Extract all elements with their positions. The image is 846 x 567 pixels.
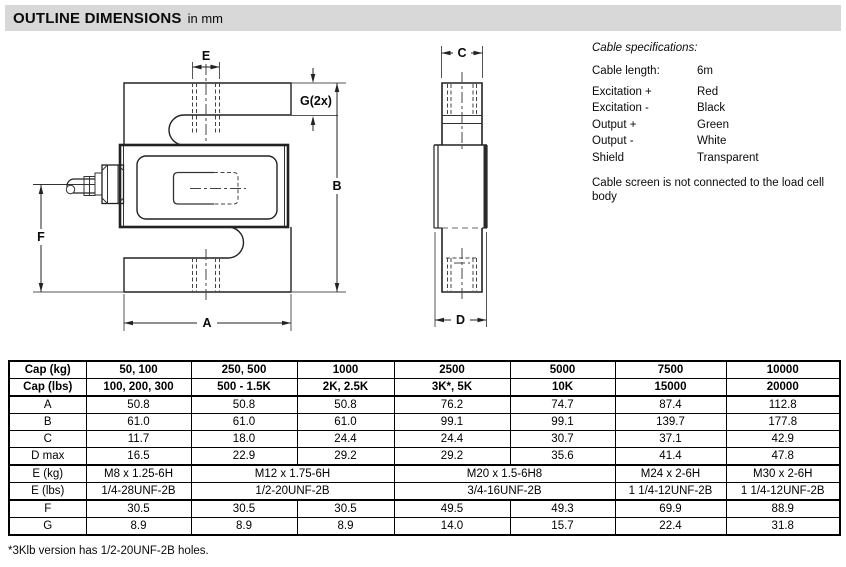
side-view-drawing bbox=[434, 46, 487, 328]
dimension-cell: 5000 bbox=[510, 361, 615, 379]
dimension-cell: 8.9 bbox=[297, 518, 394, 536]
wire-color-row bbox=[592, 150, 844, 167]
dimension-cell: 29.2 bbox=[297, 448, 394, 466]
dimension-cell: 10K bbox=[510, 379, 615, 397]
dimension-cell: 76.2 bbox=[394, 396, 510, 414]
row-label: A bbox=[9, 396, 86, 414]
wire-color-value: Red bbox=[697, 85, 719, 98]
dimension-cell: 1/2-20UNF-2B bbox=[191, 483, 394, 501]
dimension-cell: 50.8 bbox=[297, 396, 394, 414]
dimension-cell: 500 - 1.5K bbox=[191, 379, 297, 397]
wire-color-row bbox=[592, 133, 844, 150]
table-row bbox=[9, 414, 840, 431]
row-label: E (lbs) bbox=[9, 483, 86, 501]
row-label: G bbox=[9, 518, 86, 536]
wire-label: Excitation - bbox=[592, 102, 649, 114]
wire-color-value: Transparent bbox=[697, 151, 759, 164]
dimension-cell: 42.9 bbox=[726, 431, 840, 448]
dimension-cell: 88.9 bbox=[726, 500, 840, 518]
dimension-cell: 139.7 bbox=[615, 414, 726, 431]
front-view-drawing bbox=[32, 49, 346, 331]
dimension-cell: 15.7 bbox=[510, 518, 615, 536]
table-row bbox=[9, 431, 840, 448]
dimension-cell: 74.7 bbox=[510, 396, 615, 414]
dimensions-table bbox=[8, 360, 841, 536]
dimension-cell: 31.8 bbox=[726, 518, 840, 536]
section-title-bar bbox=[5, 5, 841, 31]
wire-label: Output + bbox=[592, 118, 637, 131]
dimension-cell: 1000 bbox=[297, 361, 394, 379]
dimension-cell: 112.8 bbox=[726, 396, 840, 414]
dim-label-d: D bbox=[455, 313, 466, 327]
table-row bbox=[9, 500, 840, 518]
table-row bbox=[9, 448, 840, 466]
dimension-cell: M8 x 1.25-6H bbox=[86, 465, 191, 483]
page-title-unit: in mm bbox=[187, 10, 223, 26]
wire-label: Shield bbox=[592, 151, 624, 164]
dimension-cell: 8.9 bbox=[86, 518, 191, 536]
wire-color-value: Black bbox=[697, 102, 726, 114]
dimension-cell: 50.8 bbox=[86, 396, 191, 414]
wire-color-value: Green bbox=[697, 118, 729, 131]
dimension-cell: 30.7 bbox=[510, 431, 615, 448]
cable-screen-note: Cable screen is not connected to the load cell body bbox=[592, 177, 825, 203]
dim-label-g: G(2x) bbox=[300, 94, 332, 108]
dimension-cell: 15000 bbox=[615, 379, 726, 397]
wire-color-row bbox=[592, 100, 844, 117]
dimension-cell: 1/4-28UNF-2B bbox=[86, 483, 191, 501]
table-row bbox=[9, 379, 840, 397]
cable-specifications bbox=[592, 42, 844, 204]
dimension-cell: 61.0 bbox=[86, 414, 191, 431]
table-footnote: *3Klb version has 1/2-20UNF-2B holes. bbox=[8, 545, 209, 557]
dimension-cell: 18.0 bbox=[191, 431, 297, 448]
dimension-cell: 22.4 bbox=[615, 518, 726, 536]
dimension-cell: M20 x 1.5-6H8 bbox=[394, 465, 615, 483]
dim-label-a: A bbox=[202, 316, 212, 330]
page-title: OUTLINE DIMENSIONS bbox=[13, 9, 182, 27]
dimension-cell: 61.0 bbox=[191, 414, 297, 431]
dim-F bbox=[32, 185, 124, 292]
table-row bbox=[9, 361, 840, 379]
table-row bbox=[9, 465, 840, 483]
dim-A bbox=[124, 294, 291, 331]
dim-G bbox=[291, 68, 346, 131]
dimension-cell: 3/4-16UNF-2B bbox=[394, 483, 615, 501]
table-row bbox=[9, 396, 840, 414]
dimension-cell: 29.2 bbox=[394, 448, 510, 466]
dimension-cell: 49.3 bbox=[510, 500, 615, 518]
dimension-cell: 8.9 bbox=[191, 518, 297, 536]
dimension-cell: M12 x 1.75-6H bbox=[191, 465, 394, 483]
row-label: C bbox=[9, 431, 86, 448]
dimension-cell: 61.0 bbox=[297, 414, 394, 431]
dimension-cell: 11.7 bbox=[86, 431, 191, 448]
dimension-cell: 30.5 bbox=[191, 500, 297, 518]
dimension-cell: M30 x 2-6H bbox=[726, 465, 840, 483]
cable-connector bbox=[33, 165, 124, 204]
dimension-cell: 3K*, 5K bbox=[394, 379, 510, 397]
dimension-cell: 24.4 bbox=[297, 431, 394, 448]
dim-label-b: B bbox=[332, 179, 342, 193]
dimension-cell: M24 x 2-6H bbox=[615, 465, 726, 483]
cable-length-value: 6m bbox=[697, 65, 713, 77]
dim-label-e: E bbox=[201, 49, 211, 63]
dimension-cell: 87.4 bbox=[615, 396, 726, 414]
dimension-cell: 16.5 bbox=[86, 448, 191, 466]
dimension-cell: 250, 500 bbox=[191, 361, 297, 379]
dimension-cell: 1 1/4-12UNF-2B bbox=[726, 483, 840, 501]
dimension-cell: 24.4 bbox=[394, 431, 510, 448]
dim-label-c: C bbox=[457, 46, 467, 60]
dimension-cell: 30.5 bbox=[297, 500, 394, 518]
dimension-cell: 1 1/4-12UNF-2B bbox=[615, 483, 726, 501]
cable-length-row bbox=[592, 63, 844, 80]
dimension-cell: 99.1 bbox=[394, 414, 510, 431]
wire-color-value: White bbox=[697, 135, 727, 147]
dim-B bbox=[291, 83, 346, 292]
wire-color-row bbox=[592, 117, 844, 134]
dimension-cell: 100, 200, 300 bbox=[86, 379, 191, 397]
dimension-cell: 35.6 bbox=[510, 448, 615, 466]
wire-label: Excitation + bbox=[592, 85, 652, 98]
dimension-cell: 22.9 bbox=[191, 448, 297, 466]
row-label: Cap (lbs) bbox=[9, 379, 86, 397]
row-label: E (kg) bbox=[9, 465, 86, 483]
dimension-cell: 14.0 bbox=[394, 518, 510, 536]
dimension-cell: 2K, 2.5K bbox=[297, 379, 394, 397]
dimension-cell: 69.9 bbox=[615, 500, 726, 518]
dim-label-f: F bbox=[37, 230, 45, 244]
row-label: F bbox=[9, 500, 86, 518]
cable-specs-title: Cable specifications: bbox=[592, 42, 698, 54]
dimension-cell: 37.1 bbox=[615, 431, 726, 448]
row-label: B bbox=[9, 414, 86, 431]
cable-length-label: Cable length: bbox=[592, 65, 660, 77]
dimension-cell: 10000 bbox=[726, 361, 840, 379]
dimension-cell: 50.8 bbox=[191, 396, 297, 414]
dimension-cell: 49.5 bbox=[394, 500, 510, 518]
dimension-cell: 7500 bbox=[615, 361, 726, 379]
dimension-cell: 50, 100 bbox=[86, 361, 191, 379]
dimension-cell: 99.1 bbox=[510, 414, 615, 431]
row-label: D max bbox=[9, 448, 86, 466]
dimension-cell: 177.8 bbox=[726, 414, 840, 431]
dimension-cell: 20000 bbox=[726, 379, 840, 397]
wire-label: Output - bbox=[592, 135, 634, 147]
dimension-cell: 2500 bbox=[394, 361, 510, 379]
dimension-cell: 41.4 bbox=[615, 448, 726, 466]
dimensions-table-body bbox=[9, 361, 840, 535]
wire-color-list bbox=[592, 84, 844, 167]
table-row bbox=[9, 518, 840, 536]
wire-color-row bbox=[592, 84, 844, 101]
dimension-cell: 47.8 bbox=[726, 448, 840, 466]
row-label: Cap (kg) bbox=[9, 361, 86, 379]
dimension-cell: 30.5 bbox=[86, 500, 191, 518]
table-row bbox=[9, 483, 840, 501]
